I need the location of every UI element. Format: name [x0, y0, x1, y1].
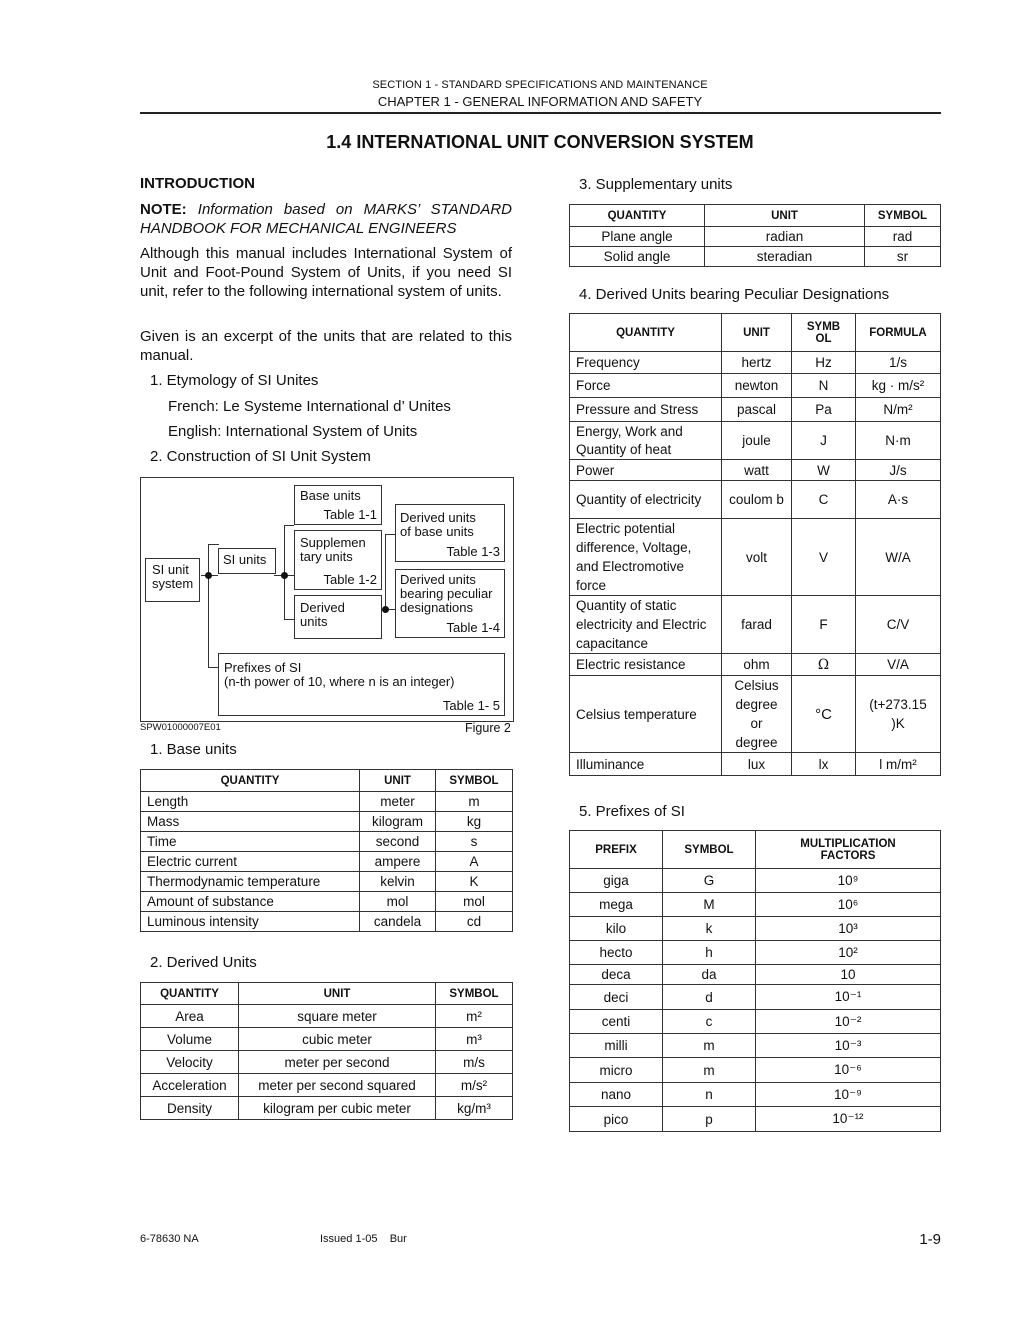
- table-row: [141, 1051, 513, 1074]
- cell: 1/s: [856, 352, 941, 374]
- column-header: UNIT: [239, 983, 436, 1005]
- intro-paragraph-2: Given is an excerpt of the units that are related to this manual.: [140, 328, 512, 364]
- base-units-caption: 1. Base units: [150, 741, 237, 758]
- table-header-row: [141, 983, 513, 1005]
- cell: candela: [360, 912, 436, 932]
- cell: kilo: [570, 917, 663, 941]
- cell: coulom b: [722, 481, 792, 519]
- table-row: [570, 1058, 941, 1083]
- column-header: PREFIX: [570, 831, 663, 869]
- table-row: [570, 1107, 941, 1132]
- column-header: SYMBOL: [663, 831, 756, 869]
- cell: m²: [436, 1005, 513, 1028]
- box-label: (n-th power of 10, where n is an integer): [224, 674, 455, 689]
- cell: m/s: [436, 1051, 513, 1074]
- peculiar-table: [569, 313, 941, 776]
- table-row: [141, 892, 513, 912]
- table-row: [570, 352, 941, 374]
- table-row: [570, 1010, 941, 1034]
- cell: Celsius degree or degree: [722, 676, 792, 753]
- cell: Electric resistance: [570, 654, 722, 676]
- cell: sr: [865, 247, 941, 267]
- section-header: SECTION 1 - STANDARD SPECIFICATIONS AND MAINTENANCE: [372, 79, 708, 91]
- cell: 10⁻³: [756, 1034, 941, 1058]
- cell: mega: [570, 893, 663, 917]
- cell: ohm: [722, 654, 792, 676]
- cell: Luminous intensity: [141, 912, 360, 932]
- cell: Amount of substance: [141, 892, 360, 912]
- box-derived-peculiar: [395, 569, 505, 638]
- box-label: tary units: [300, 549, 353, 564]
- column-header: QUANTITY: [141, 770, 360, 792]
- cell: Force: [570, 374, 722, 398]
- prefixes-caption: 5. Prefixes of SI: [579, 803, 685, 820]
- cell: kg · m/s²: [856, 374, 941, 398]
- cell: Quantity of electricity: [570, 481, 722, 519]
- cell: Electric current: [141, 852, 360, 872]
- table-row: [141, 832, 513, 852]
- cell: kilogram per cubic meter: [239, 1097, 436, 1120]
- cell: watt: [722, 460, 792, 481]
- cell: second: [360, 832, 436, 852]
- cell: 10⁻²: [756, 1010, 941, 1034]
- column-header: UNIT: [722, 314, 792, 352]
- box-label: Derived units: [400, 510, 476, 525]
- box-label: units: [300, 614, 328, 629]
- column-header: FORMULA: [856, 314, 941, 352]
- table-row: [570, 917, 941, 941]
- table-row: [141, 792, 513, 812]
- table-row: [141, 1097, 513, 1120]
- cell: Energy, Work and Quantity of heat: [570, 422, 722, 460]
- cell: Pa: [792, 398, 856, 422]
- footer-issued: Issued 1-05 Bur: [320, 1233, 407, 1245]
- page-number: 1-9: [919, 1231, 941, 1248]
- cell: mol: [360, 892, 436, 912]
- cell: milli: [570, 1034, 663, 1058]
- table-header-row: [570, 314, 941, 352]
- table-row: [141, 852, 513, 872]
- table-header-row: [570, 205, 941, 227]
- cell: p: [663, 1107, 756, 1132]
- cell: 10⁻⁶: [756, 1058, 941, 1083]
- cell: Area: [141, 1005, 239, 1028]
- prefixes-table: [569, 830, 941, 1132]
- table-row: [141, 812, 513, 832]
- cell: 10⁶: [756, 893, 941, 917]
- cell: Length: [141, 792, 360, 812]
- table-row: [570, 869, 941, 893]
- table-ref: Table 1-1: [323, 507, 377, 522]
- table-row: [141, 912, 513, 932]
- note: [140, 200, 512, 238]
- english-line: English: International System of Units: [168, 423, 418, 440]
- node-dot: [205, 572, 212, 579]
- cell: meter per second squared: [239, 1074, 436, 1097]
- intro-heading: INTRODUCTION: [140, 175, 255, 192]
- column-header: SYMBOL: [436, 983, 513, 1005]
- cell: deca: [570, 965, 663, 985]
- table-row: [141, 1005, 513, 1028]
- cell: A: [436, 852, 513, 872]
- cell: m³: [436, 1028, 513, 1051]
- cell: centi: [570, 1010, 663, 1034]
- table-row: [570, 519, 941, 596]
- cell: m/s²: [436, 1074, 513, 1097]
- cell: F: [792, 596, 856, 654]
- table-row: [570, 247, 941, 267]
- cell: Acceleration: [141, 1074, 239, 1097]
- cell: m: [663, 1058, 756, 1083]
- cell: °C: [792, 676, 856, 753]
- cell: volt: [722, 519, 792, 596]
- construction-item: 2. Construction of SI Unit System: [150, 448, 371, 465]
- node-dot: [281, 572, 288, 579]
- cell: Thermodynamic temperature: [141, 872, 360, 892]
- cell: Mass: [141, 812, 360, 832]
- table-row: [570, 460, 941, 481]
- peculiar-caption: 4. Derived Units bearing Peculiar Designations: [579, 286, 890, 303]
- cell: nano: [570, 1083, 663, 1107]
- table-row: [141, 872, 513, 892]
- box-derived-units: [294, 595, 382, 639]
- table-row: [570, 374, 941, 398]
- box-label: SI units: [223, 552, 267, 567]
- box-si-units: [218, 548, 276, 574]
- table-ref: Table 1-3: [446, 544, 500, 559]
- cell: Electric potential difference, Voltage, and Electromotive force: [570, 519, 722, 596]
- table-row: [570, 676, 941, 753]
- cell: Quantity of static electricity and Electric capacitance: [570, 596, 722, 654]
- footer-doc-number: 6-78630 NA: [140, 1233, 199, 1245]
- column-header: UNIT: [360, 770, 436, 792]
- table-row: [141, 1074, 513, 1097]
- cell: N/m²: [856, 398, 941, 422]
- table-row: [570, 398, 941, 422]
- cell: V: [792, 519, 856, 596]
- cell: pascal: [722, 398, 792, 422]
- cell: d: [663, 985, 756, 1010]
- table-row: [570, 654, 941, 676]
- cell: Celsius temperature: [570, 676, 722, 753]
- column-header: QUANTITY: [570, 205, 705, 227]
- page-title: 1.4 INTERNATIONAL UNIT CONVERSION SYSTEM: [326, 132, 754, 152]
- derived-units-table: [140, 982, 513, 1120]
- cell: newton: [722, 374, 792, 398]
- node-dot: [382, 606, 389, 613]
- table-row: [570, 1034, 941, 1058]
- cell: da: [663, 965, 756, 985]
- cell: W: [792, 460, 856, 481]
- intro-paragraph-1: Although this manual includes International System of Unit and Foot-Pound System of Units, if you need SI unit, refer to the following international system of units.: [140, 245, 512, 300]
- cell: 10⁻⁹: [756, 1083, 941, 1107]
- table-row: [570, 985, 941, 1010]
- cell: V/A: [856, 654, 941, 676]
- box-si-unit-system: [145, 558, 200, 602]
- cell: mol: [436, 892, 513, 912]
- cell: kg: [436, 812, 513, 832]
- cell: lux: [722, 753, 792, 776]
- cell: 10: [756, 965, 941, 985]
- table-row: [570, 893, 941, 917]
- cell: kelvin: [360, 872, 436, 892]
- cell: 10⁻¹: [756, 985, 941, 1010]
- cell: A·s: [856, 481, 941, 519]
- cell: k: [663, 917, 756, 941]
- box-derived-base-units: [395, 504, 505, 562]
- cell: Time: [141, 832, 360, 852]
- cell: joule: [722, 422, 792, 460]
- column-header: UNIT: [705, 205, 865, 227]
- cell: 10³: [756, 917, 941, 941]
- cell: Power: [570, 460, 722, 481]
- box-label: system: [152, 576, 194, 591]
- cell: Velocity: [141, 1051, 239, 1074]
- si-construction-diagram: [140, 477, 514, 722]
- table-row: [570, 481, 941, 519]
- header-rule: [140, 112, 941, 114]
- cell: N·m: [856, 422, 941, 460]
- table-row: [570, 596, 941, 654]
- cell: h: [663, 941, 756, 965]
- note-label: NOTE:: [140, 201, 187, 218]
- table-row: [570, 227, 941, 247]
- box-label: Derived units: [400, 572, 476, 587]
- table-row: [570, 753, 941, 776]
- cell: deci: [570, 985, 663, 1010]
- cell: Pressure and Stress: [570, 398, 722, 422]
- cell: Hz: [792, 352, 856, 374]
- figure-code: SPW01000007E01: [140, 722, 221, 733]
- cell: giga: [570, 869, 663, 893]
- figure-caption: Figure 2: [465, 721, 511, 735]
- cell: radian: [705, 227, 865, 247]
- cell: 10⁹: [756, 869, 941, 893]
- cell: 10⁻¹²: [756, 1107, 941, 1132]
- cell: s: [436, 832, 513, 852]
- cell: l m/m²: [856, 753, 941, 776]
- cell: hecto: [570, 941, 663, 965]
- table-header-row: [570, 831, 941, 869]
- cell: lx: [792, 753, 856, 776]
- box-base-units: [294, 485, 382, 525]
- cell: Ω: [792, 654, 856, 676]
- cell: cubic meter: [239, 1028, 436, 1051]
- chapter-header: CHAPTER 1 - GENERAL INFORMATION AND SAFETY: [377, 94, 703, 109]
- table-row: [570, 965, 941, 985]
- cell: J: [792, 422, 856, 460]
- cell: square meter: [239, 1005, 436, 1028]
- note-text: Information based on MARKS’ STANDARD HANDBOOK FOR MECHANICAL ENGINEERS: [140, 201, 512, 237]
- cell: pico: [570, 1107, 663, 1132]
- cell: W/A: [856, 519, 941, 596]
- base-units-table: [140, 769, 513, 932]
- cell: ampere: [360, 852, 436, 872]
- column-header: QUANTITY: [570, 314, 722, 352]
- cell: Volume: [141, 1028, 239, 1051]
- cell: C: [792, 481, 856, 519]
- cell: cd: [436, 912, 513, 932]
- column-header: SYMBOL: [436, 770, 513, 792]
- cell: micro: [570, 1058, 663, 1083]
- box-label: SI unit: [152, 562, 189, 577]
- cell: Solid angle: [570, 247, 705, 267]
- table-row: [570, 422, 941, 460]
- derived-units-caption: 2. Derived Units: [150, 954, 257, 971]
- table-row: [570, 941, 941, 965]
- cell: m: [663, 1034, 756, 1058]
- box-label: of base units: [400, 524, 474, 539]
- cell: m: [436, 792, 513, 812]
- cell: rad: [865, 227, 941, 247]
- cell: Plane angle: [570, 227, 705, 247]
- cell: Density: [141, 1097, 239, 1120]
- column-header: SYMBOL: [865, 205, 941, 227]
- french-line: French: Le Systeme International d’ Unites: [168, 398, 451, 415]
- table-ref: Table 1-2: [323, 572, 377, 587]
- cell: M: [663, 893, 756, 917]
- cell: hertz: [722, 352, 792, 374]
- cell: N: [792, 374, 856, 398]
- supplementary-caption: 3. Supplementary units: [579, 176, 733, 193]
- box-label: designations: [400, 600, 473, 615]
- box-supplementary-units: [294, 530, 382, 590]
- cell: c: [663, 1010, 756, 1034]
- cell: C/V: [856, 596, 941, 654]
- box-label: Base units: [300, 488, 361, 503]
- table-ref: Table 1- 5: [442, 698, 500, 713]
- cell: Frequency: [570, 352, 722, 374]
- cell: Illuminance: [570, 753, 722, 776]
- cell: J/s: [856, 460, 941, 481]
- cell: K: [436, 872, 513, 892]
- etymology-item: 1. Etymology of SI Unites: [150, 372, 319, 389]
- column-header: MULTIPLICATION FACTORS: [756, 831, 941, 869]
- cell: steradian: [705, 247, 865, 267]
- box-label: Derived: [300, 600, 345, 615]
- box-label: Prefixes of SI: [224, 660, 302, 675]
- column-header: QUANTITY: [141, 983, 239, 1005]
- cell: n: [663, 1083, 756, 1107]
- cell: kilogram: [360, 812, 436, 832]
- cell: 10²: [756, 941, 941, 965]
- cell: (t+273.15 )K: [856, 676, 941, 753]
- table-row: [570, 1083, 941, 1107]
- table-row: [141, 1028, 513, 1051]
- table-ref: Table 1-4: [446, 620, 500, 635]
- cell: farad: [722, 596, 792, 654]
- table-header-row: [141, 770, 513, 792]
- box-label: bearing peculiar: [400, 586, 493, 601]
- supplementary-table: [569, 204, 941, 267]
- cell: meter: [360, 792, 436, 812]
- cell: kg/m³: [436, 1097, 513, 1120]
- column-header: SYMB OL: [792, 314, 856, 352]
- cell: G: [663, 869, 756, 893]
- box-prefixes: [218, 653, 505, 716]
- cell: meter per second: [239, 1051, 436, 1074]
- box-label: Supplemen: [300, 535, 366, 550]
